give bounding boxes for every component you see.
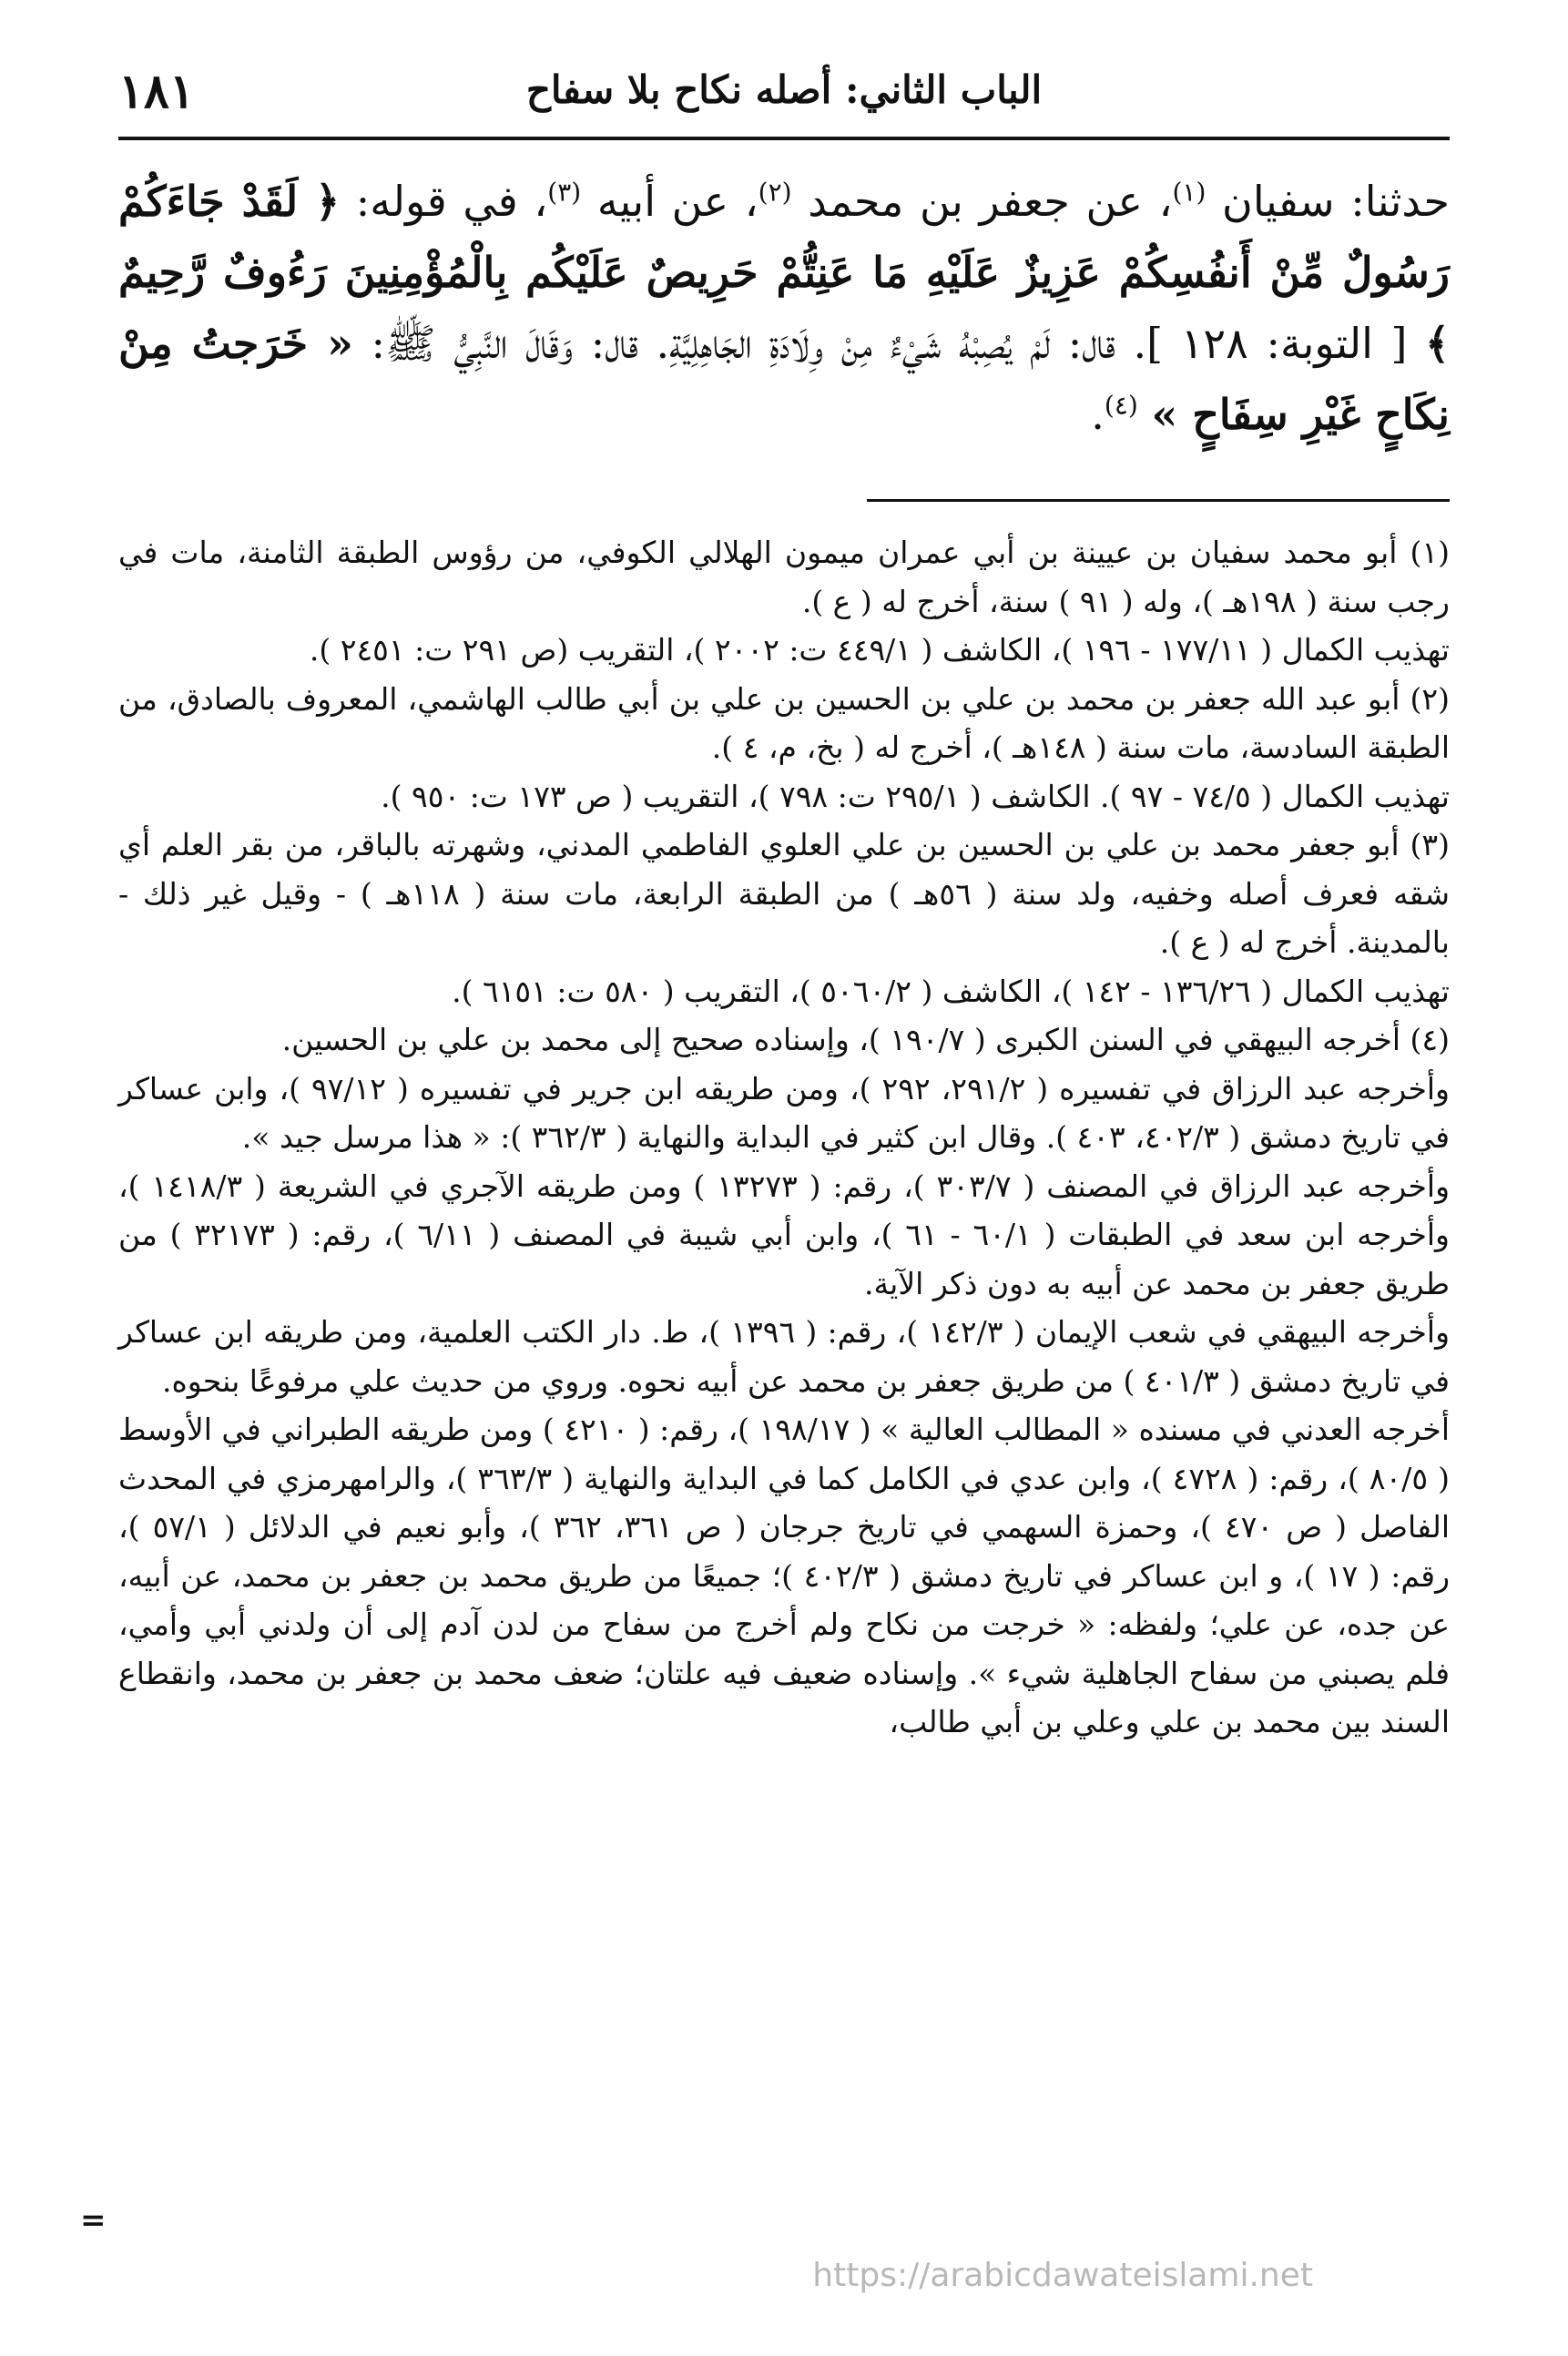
footnote-paragraph: تهذيب الكمال ( ٧٤/٥ - ٩٧ ). الكاشف ( ٢٩٥/١ ت: ٧٩٨ )، التقريب ( ص ١٧٣ ت: ٩٥٠ ). [381, 778, 1450, 814]
footnote-paragraph: (٤) أخرجه البيهقي في السنن الكبرى ( ١٩٠/٧ )، وإسناده صحيح إلى محمد بن علي بن الحسين. [281, 1022, 1450, 1057]
main-text-part2: ، عن جعفر بن محمد [791, 177, 1173, 226]
footnote-paragraph: (٣) أبو جعفر محمد بن علي بن الحسين بن علي العلوي الفاطمي المدني، وشهرته بالباقر، من بقر العلم أي شقه فعرف أصله وخفيه، ولد سنة ( ٥٦هـ ) من الطبقة الرابعة، مات سنة ( ١١٨هـ ) - وقيل غير ذلك - بالمدينة. أخرج له ( ع ). [118, 827, 1450, 960]
footnote-paragraph: وأخرجه عبد الرزاق في المصنف ( ٣٠٣/٧ )، رقم: ( ١٣٢٧٣ ) ومن طريقه الآجري في الشريعة ( ١٤١٨/٣ )، وأخرجه ابن سعد في الطبقات ( ٦٠/١ - ٦١ )، وابن أبي شيبة في المصنف ( ٦/١١ )، رقم: ( ٣٢١٧٣ ) من طريق جعفر بن محمد عن أبيه به دون ذكر الآية. [118, 1168, 1451, 1301]
continuation-mark: = [80, 2202, 107, 2239]
main-text [118, 166, 1450, 450]
footnote-ref-1: (١) [1172, 177, 1207, 208]
footnote-paragraph: وأخرجه عبد الرزاق في تفسيره ( ٢٩١/٢، ٢٩٢ )، ومن طريقه ابن جرير في تفسيره ( ٩٧/١٢ )، وابن عساكر في تاريخ دمشق ( ٤٠٢/٣، ٤٠٣ ). وقال ابن كثير في البداية والنهاية ( ٣٦٢/٣ ): « هذا مرسل جيد ». [118, 1070, 1450, 1155]
footnote-paragraph: (١) أبو محمد سفيان بن عيينة بن أبي عمران ميمون الهلالي الكوفي، من رؤوس الطبقة الثامنة، مات في رجب سنة ( ١٩٨هـ )، وله ( ٩١ ) سنة، أخرج له ( ع ). [118, 535, 1450, 619]
footnote-paragraph: (٢) أبو عبد الله جعفر بن محمد بن علي بن الحسين بن علي بن أبي طالب الهاشمي، المعروف بالصادق، من الطبقة السادسة، مات سنة ( ١٤٨هـ )، أخرج له ( بخ، م، ٤ ). [118, 680, 1450, 765]
footnote-ref-2: (٢) [758, 177, 792, 208]
running-title: الباب الثاني: أصله نكاح بلا سفاح [525, 67, 1043, 112]
quran-verse: ﴿ لَقَدْ جَاءَكُمْ رَسُولٌ مِّنْ أَنفُسِكُمْ عَزِيزٌ عَلَيْهِ مَا عَنِتُّمْ حَرِيصٌ عَلَيْكُم بِالْمُؤْمِنِينَ رَءُوفٌ رَّحِيمٌ ﴾ [118, 177, 1451, 368]
statement: قال: لَمْ يُصِبْهُ شَيْءٌ مِنْ وِلَادَةِ الجَاهِلِيَّةِ. قال: وَقَالَ النَّبِيُّ ﷺ: [352, 319, 1115, 368]
main-text-end: . [1091, 390, 1105, 439]
footnote-paragraph: وأخرجه البيهقي في شعب الإيمان ( ١٤٢/٣ )، رقم: ( ١٣٩٦ )، ط. دار الكتب العلمية، ومن طريقه ابن عساكر في تاريخ دمشق ( ٤٠١/٣ ) من طريق جعفر بن محمد عن أبيه نحوه. وروي من حديث علي مرفوعًا بنحوه. [118, 1314, 1451, 1399]
header-rule [118, 137, 1450, 140]
footnotes [118, 528, 1450, 1747]
page-header [118, 64, 1450, 127]
main-paragraph [118, 166, 1450, 450]
main-text-part4: ، في قوله: [340, 177, 548, 226]
main-text-intro: حدثنا: سفيان [1206, 177, 1450, 226]
watermark-url: https://arabicdawateislami.net [812, 2257, 1313, 2294]
surah-reference: [ التوبة: ١٢٨ ]. [1115, 319, 1426, 368]
footnote-separator [867, 499, 1450, 502]
footnote-paragraph: تهذيب الكمال ( ١٧٧/١١ - ١٩٦ )، الكاشف ( ٤٤٩/١ ت: ٢٠٠٢ )، التقريب (ص ٢٩١ ت: ٢٤٥١ ). [309, 632, 1450, 668]
footnote-ref-3: (٣) [547, 177, 582, 208]
page-number: ١٨١ [118, 64, 195, 119]
main-text-part3: ، عن أبيه [581, 177, 759, 226]
prophet-saying: « خَرَجتُ مِنْ نِكَاحٍ غَيْرِ سِفَاحٍ » [118, 319, 1450, 439]
footnote-ref-4: (٤) [1104, 390, 1138, 421]
footnote-paragraph: تهذيب الكمال ( ١٣٦/٢٦ - ١٤٢ )، الكاشف ( ٥٠٦٠/٢ )، التقريب ( ٥٨٠ ت: ٦١٥١ ). [452, 973, 1450, 1009]
footnote-paragraph: أخرجه العدني في مسنده « المطالب العالية » ( ١٩٨/١٧ )، رقم: ( ٤٢١٠ ) ومن طريقه الطبراني في الأوسط ( ٨٠/٥ )، رقم: ( ٤٧٢٨ )، وابن عدي في الكامل كما في البداية والنهاية ( ٣٦٣/٣ )، والرامهرمزي في المحدث الفاصل ( ص ٤٧٠ )، وحمزة السهمي في تاريخ جرجان ( ص ٣٦١، ٣٦٢ )، وأبو نعيم في الدلائل ( ٥٧/١ )، رقم: ( ١٧ )، و ابن عساكر في تاريخ دمشق ( ٤٠٢/٣ )؛ جميعًا من طريق محمد بن جعفر بن محمد، عن أبيه، عن جده، عن علي؛ ولفظه: « خرجت من نكاح ولم أخرج من سفاح من لدن آدم إلى أن ولدني أبي وأمي، فلم يصبني من سفاح الجاهلية شيء ». وإسناده ضعيف فيه علتان؛ ضعف محمد بن جعفر بن محمد، وانقطاع السند بين محمد بن علي وعلي بن أبي طالب، [118, 1412, 1451, 1739]
